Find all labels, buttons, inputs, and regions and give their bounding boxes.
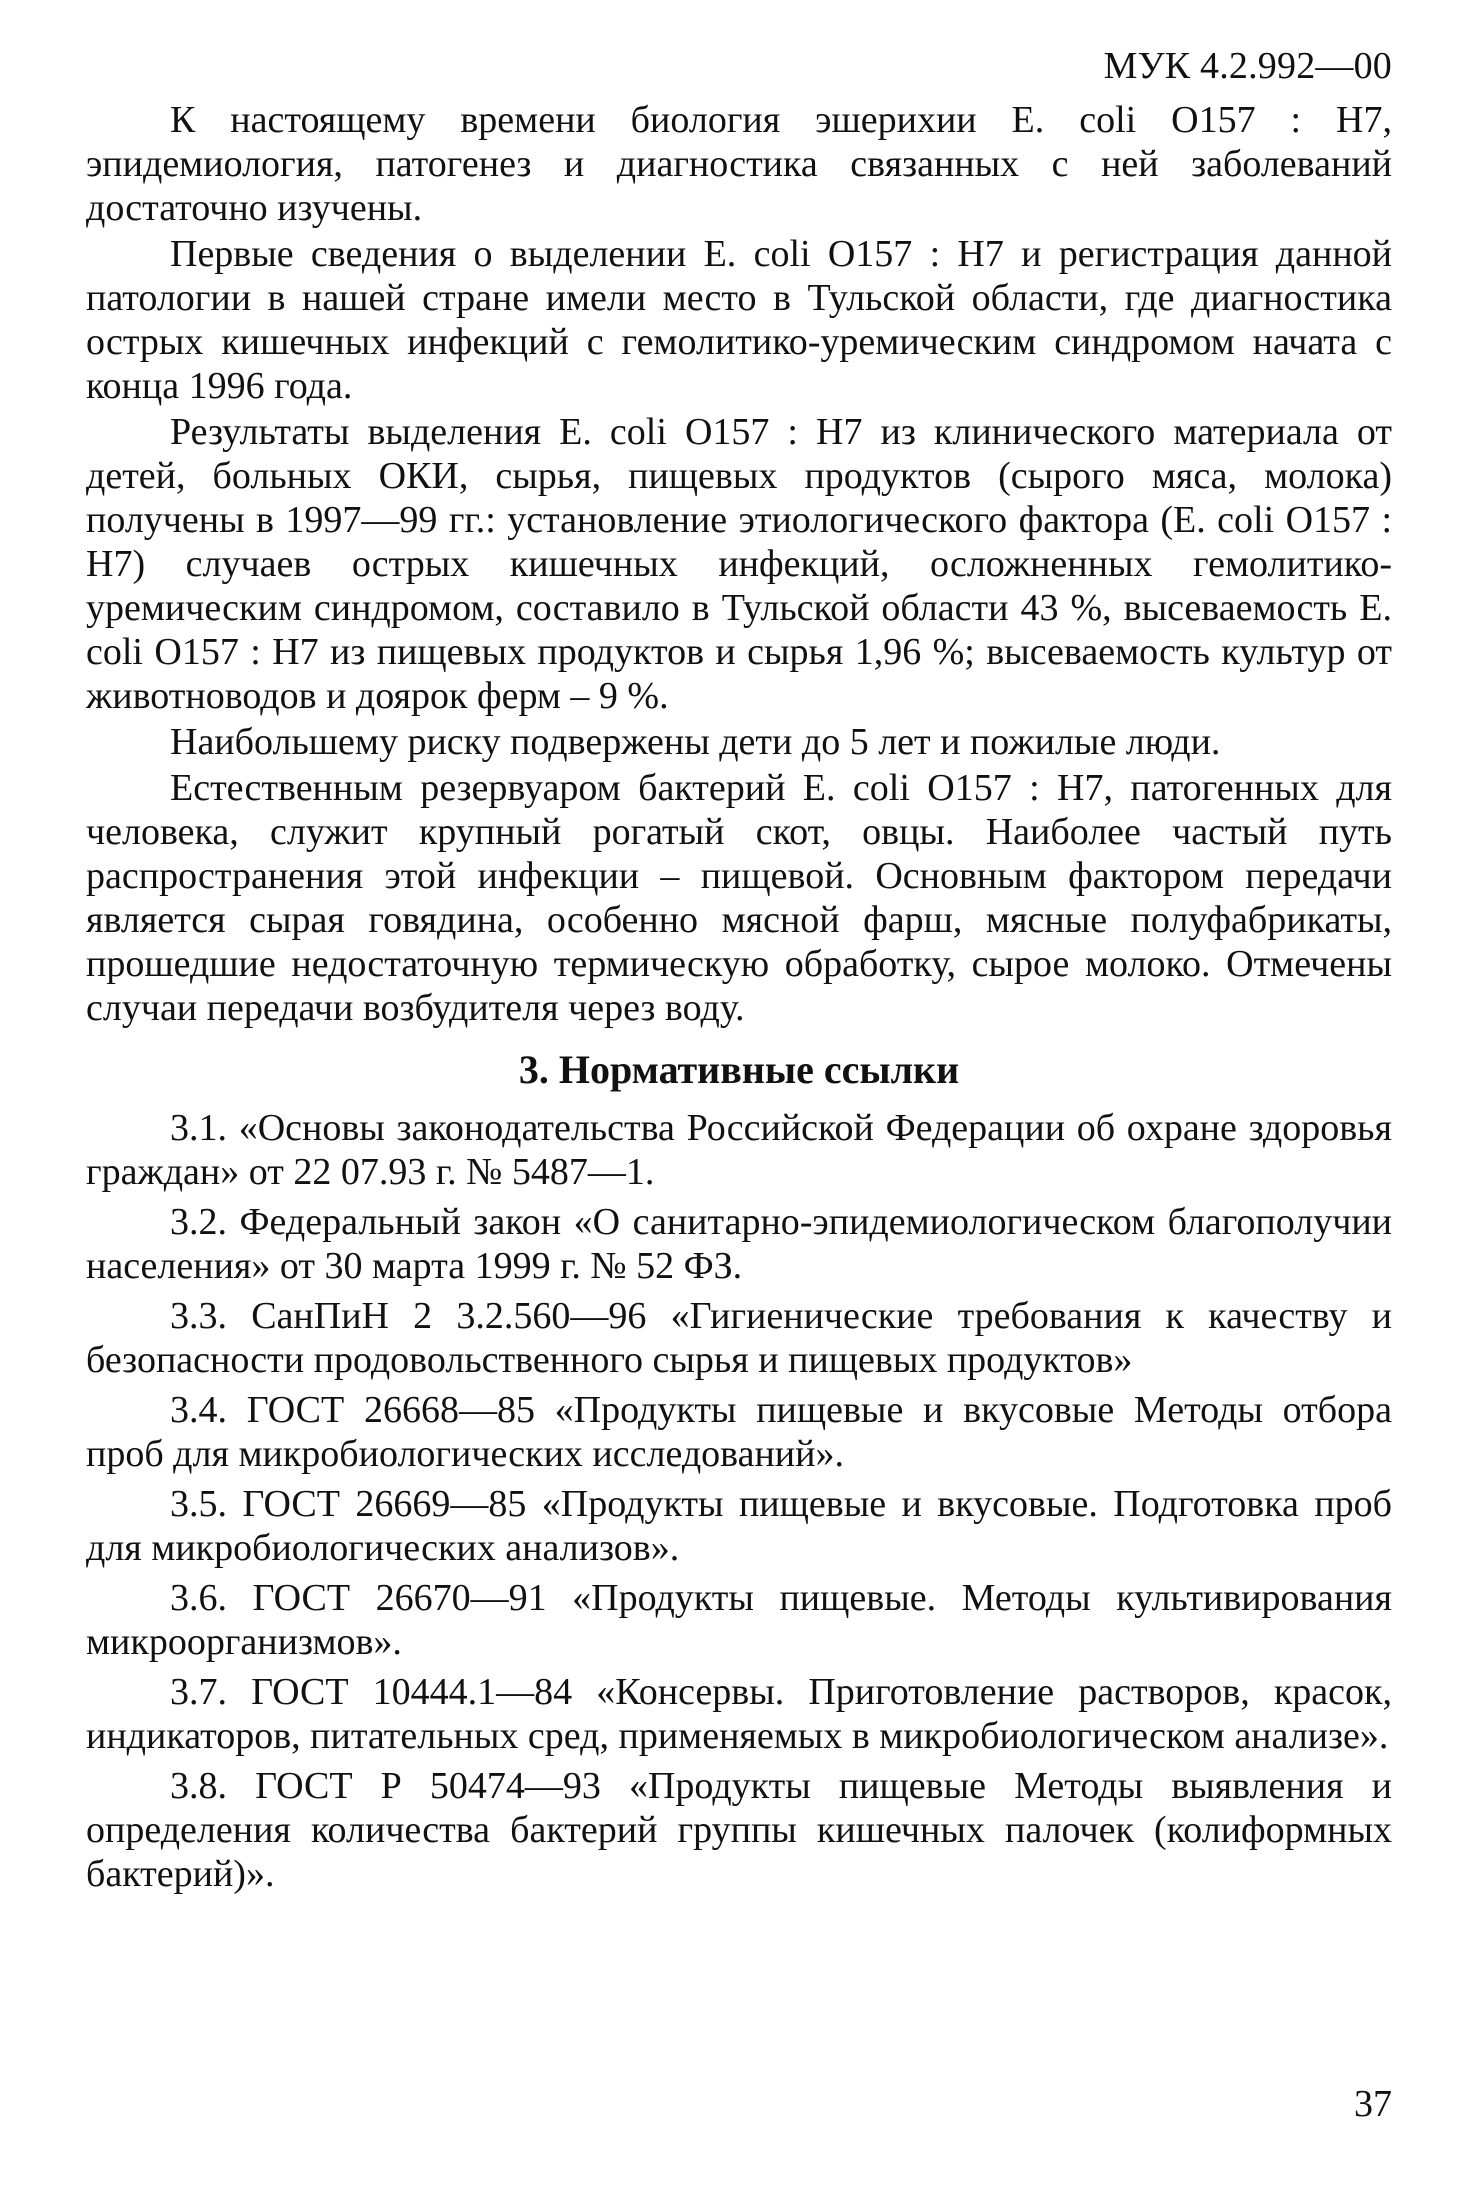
reference-item: 3.2. Федеральный закон «О санитарно-эпидемиологическом благополучии населения» от 30 марта 1999 г. № 52 ФЗ. [86, 1201, 1392, 1287]
intro-paragraph: Естественным резервуаром бактерий E. coli O157 : H7, патогенных для человека, служит крупный рогатый скот, овцы. Наиболее частый путь распространения этой инфекции – пищевой. Основным фактором передачи является сырая говядина, особенно мясной фарш, мясные полуфабрикаты, прошедшие недостаточную термическую обработку, сырое молоко. Отмечены случаи передачи возбудителя через воду. [86, 767, 1392, 1029]
intro-paragraph: Результаты выделения E. coli O157 : H7 из клинического материала от детей, больных ОКИ, сырья, пищевых продуктов (сырого мяса, молока) получены в 1997—99 гг.: установление этиологического фактора (E. coli O157 : H7) случаев острых кишечных инфекций, осложненных гемолитико-уремическим синдромом, составило в Тульской области 43 %, высеваемость E. coli O157 : H7 из пищевых продуктов и сырья 1,96 %; высеваемость культур от животноводов и доярок ферм – 9 %. [86, 411, 1392, 717]
reference-item: 3.1. «Основы законодательства Российской Федерации об охране здоровья граждан» от 22 07.93 г. № 5487—1. [86, 1107, 1392, 1193]
document-body [86, 98, 1392, 1896]
section-heading: 3. Нормативные ссылки [518, 1047, 960, 1092]
reference-item: 3.8. ГОСТ Р 50474—93 «Продукты пищевые Методы выявления и определения количества бактерий группы кишечных палочек (колиформных бактерий)». [86, 1765, 1392, 1895]
document-code: МУК 4.2.992—00 [1103, 45, 1392, 87]
intro-paragraph: Первые сведения о выделении E. coli O157 : H7 и регистрация данной патологии в нашей стране имели место в Тульской области, где диагностика острых кишечных инфекций с гемолитико-уремическим синдромом начата с конца 1996 года. [86, 233, 1392, 407]
reference-item: 3.5. ГОСТ 26669—85 «Продукты пищевые и вкусовые. Подготовка проб для микробиологических анализов». [86, 1483, 1392, 1569]
intro-paragraph: Наибольшему риску подвержены дети до 5 лет и пожилые люди. [170, 721, 1221, 763]
page-number: 37 [1354, 2083, 1392, 2125]
reference-item: 3.7. ГОСТ 10444.1—84 «Консервы. Приготовление растворов, красок, индикаторов, питательных сред, применяемых в микробиологическом анализе». [86, 1671, 1392, 1757]
intro-paragraph: К настоящему времени биология эшерихии E. coli O157 : H7, эпидемиология, патогенез и диагностика связанных с ней заболеваний достаточно изучены. [86, 99, 1392, 229]
reference-item: 3.6. ГОСТ 26670—91 «Продукты пищевые. Методы культивирования микроорганизмов». [86, 1577, 1392, 1663]
reference-item: 3.4. ГОСТ 26668—85 «Продукты пищевые и вкусовые Методы отбора проб для микробиологических исследований». [86, 1389, 1392, 1475]
reference-item: 3.3. СанПиН 2 3.2.560—96 «Гигиенические требования к качеству и безопасности продовольственного сырья и пищевых продуктов» [86, 1295, 1392, 1381]
